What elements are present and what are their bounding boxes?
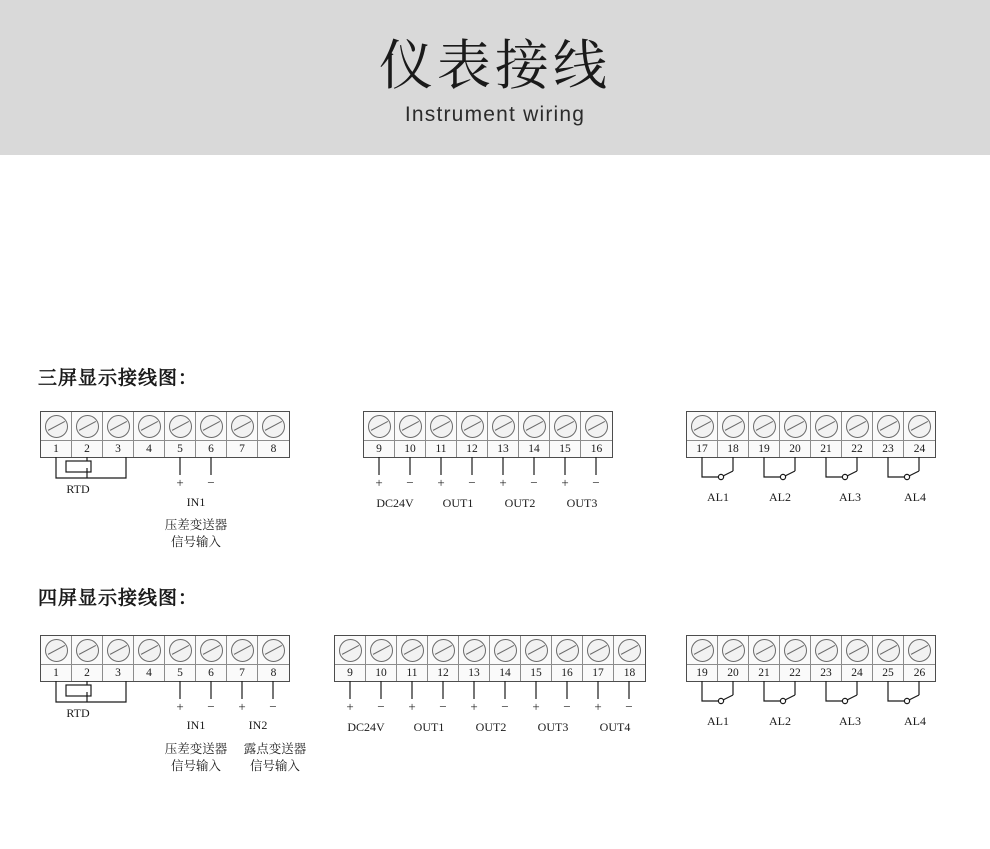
label-al2: AL2 [769, 490, 791, 504]
terminal[interactable] [134, 412, 165, 457]
terminal-number: 3 [115, 443, 121, 455]
terminal[interactable] [614, 636, 645, 681]
terminal-strip [686, 411, 936, 458]
terminal-number: 2 [84, 443, 90, 455]
label-in1-note-line1: 压差变送器 [164, 742, 228, 756]
terminal[interactable] [165, 636, 196, 681]
screw-icon[interactable] [165, 636, 195, 665]
screw-icon[interactable] [196, 412, 226, 441]
terminal-number: 19 [758, 443, 770, 455]
terminal[interactable] [457, 412, 488, 457]
screw-icon[interactable] [134, 412, 164, 441]
terminal-number: 17 [696, 443, 708, 455]
screw-icon[interactable] [72, 412, 102, 441]
terminal[interactable] [72, 412, 103, 457]
terminal[interactable] [335, 636, 366, 681]
in1-minus-sign: − [207, 475, 215, 490]
label-out2: OUT2 [475, 720, 507, 734]
screw-icon[interactable] [490, 636, 520, 665]
label-al3: AL3 [839, 714, 861, 728]
terminal-number: 9 [376, 443, 382, 455]
screw-icon[interactable] [258, 636, 289, 665]
screw-icon[interactable] [258, 412, 289, 441]
terminal-number: 2 [84, 667, 90, 679]
terminal[interactable] [780, 412, 811, 457]
terminal-number: 4 [146, 443, 152, 455]
terminal-number: 15 [559, 443, 571, 455]
screw-icon[interactable] [904, 412, 935, 441]
out4-plus-sign: + [594, 699, 602, 714]
out3-minus-sign: − [563, 699, 571, 714]
out2-plus-sign: + [470, 699, 478, 714]
terminal[interactable] [41, 412, 72, 457]
terminal[interactable] [196, 412, 227, 457]
terminal-number: 13 [497, 443, 509, 455]
screw-icon[interactable] [842, 636, 872, 665]
terminal-strip [363, 411, 613, 458]
out2-minus-sign: − [501, 699, 509, 714]
label-al3: AL3 [839, 490, 861, 504]
terminal[interactable] [366, 636, 397, 681]
terminal[interactable] [718, 636, 749, 681]
label-in2-note-line1: 露点变送器 [243, 742, 307, 756]
label-al4: AL4 [904, 714, 926, 728]
screw-icon[interactable] [749, 636, 779, 665]
label-al1: AL1 [707, 490, 729, 504]
screw-icon[interactable] [780, 636, 810, 665]
screw-icon[interactable] [457, 412, 487, 441]
screw-icon[interactable] [364, 412, 394, 441]
out3-minus-sign: − [592, 475, 600, 490]
terminal[interactable] [103, 636, 134, 681]
label-in1: IN1 [186, 718, 206, 732]
terminal[interactable] [749, 412, 780, 457]
terminal[interactable] [811, 636, 842, 681]
terminal-number: 3 [115, 667, 121, 679]
out1-minus-sign: − [439, 699, 447, 714]
label-out2: OUT2 [504, 496, 536, 510]
page-subtitle: Instrument wiring [404, 102, 586, 126]
screw-icon[interactable] [488, 412, 518, 441]
in2-plus-sign: + [238, 699, 246, 714]
label-in2-note-line2: 信号输入 [249, 759, 301, 773]
terminal-number: 20 [789, 443, 801, 455]
screw-icon[interactable] [459, 636, 489, 665]
terminal-number: 22 [789, 667, 801, 679]
screw-icon[interactable] [426, 412, 456, 441]
terminal[interactable] [488, 412, 519, 457]
terminal[interactable] [395, 412, 426, 457]
terminal[interactable] [583, 636, 614, 681]
label-out3: OUT3 [566, 496, 598, 510]
terminal[interactable] [459, 636, 490, 681]
terminal-number: 25 [882, 667, 894, 679]
screw-icon[interactable] [519, 412, 549, 441]
terminal-number: 24 [913, 443, 926, 455]
out3-plus-sign: + [561, 475, 569, 490]
terminal[interactable] [842, 412, 873, 457]
terminal-number: 14 [528, 443, 540, 455]
label-out3: OUT3 [537, 720, 569, 734]
page-title: 仪表接线 [379, 36, 611, 97]
four-screen-power-output-block [334, 635, 646, 682]
terminal[interactable] [490, 636, 521, 681]
terminal-number: 8 [270, 667, 277, 679]
screw-icon[interactable] [366, 636, 396, 665]
dc24v-minus-sign: − [406, 475, 414, 490]
screw-icon[interactable] [196, 636, 226, 665]
terminal[interactable] [364, 412, 395, 457]
screw-icon[interactable] [718, 636, 748, 665]
screw-icon[interactable] [718, 412, 748, 441]
terminal-number: 22 [851, 443, 863, 455]
terminal[interactable] [227, 636, 258, 681]
screw-icon[interactable] [103, 412, 133, 441]
terminal[interactable] [550, 412, 581, 457]
terminal-number: 14 [499, 667, 511, 679]
terminal[interactable] [41, 636, 72, 681]
terminal[interactable] [873, 636, 904, 681]
terminal[interactable] [718, 412, 749, 457]
out3-plus-sign: + [532, 699, 540, 714]
terminal[interactable] [227, 412, 258, 457]
terminal-number: 11 [406, 667, 418, 679]
screw-icon[interactable] [103, 636, 133, 665]
terminal-strip [686, 635, 936, 682]
in2-minus-sign: − [269, 699, 277, 714]
label-dc24v: DC24V [376, 496, 414, 510]
terminal-number: 1 [53, 667, 59, 679]
screw-icon[interactable] [811, 412, 841, 441]
screw-icon[interactable] [550, 412, 580, 441]
terminal-number: 4 [146, 667, 152, 679]
out2-minus-sign: − [530, 475, 538, 490]
label-out4: OUT4 [599, 720, 631, 734]
terminal[interactable] [749, 636, 780, 681]
label-out1: OUT1 [442, 496, 474, 510]
screw-icon[interactable] [428, 636, 458, 665]
terminal-number: 17 [592, 667, 604, 679]
screw-icon[interactable] [873, 412, 903, 441]
terminal-number: 19 [696, 667, 708, 679]
screw-icon[interactable] [41, 412, 71, 441]
terminal-number: 12 [437, 667, 449, 679]
terminal-number: 16 [590, 443, 603, 455]
terminal[interactable] [687, 412, 718, 457]
terminal-number: 21 [758, 667, 770, 679]
three-screen-input-block [40, 411, 290, 458]
terminal[interactable] [904, 412, 935, 457]
label-rtd: RTD [66, 706, 90, 720]
screw-icon[interactable] [687, 636, 717, 665]
terminal-number: 6 [208, 443, 214, 455]
terminal-number: 9 [347, 667, 353, 679]
section-title-four-screen: 四屏显示接线图： [38, 588, 199, 609]
terminal-number: 7 [239, 443, 245, 455]
label-al4: AL4 [904, 490, 926, 504]
out1-minus-sign: − [468, 475, 476, 490]
terminal-strip [40, 635, 290, 682]
terminal-number: 23 [820, 667, 832, 679]
terminal-number: 23 [882, 443, 894, 455]
screw-icon[interactable] [395, 412, 425, 441]
terminal[interactable] [519, 412, 550, 457]
terminal-number: 15 [530, 667, 542, 679]
screw-icon[interactable] [687, 412, 717, 441]
terminal[interactable] [103, 412, 134, 457]
out4-minus-sign: − [625, 699, 633, 714]
terminal[interactable] [258, 636, 289, 681]
screw-icon[interactable] [811, 636, 841, 665]
section-title-three-screen: 三屏显示接线图： [38, 368, 199, 389]
label-dc24v: DC24V [347, 720, 385, 734]
label-al2: AL2 [769, 714, 791, 728]
screw-icon[interactable] [780, 412, 810, 441]
in1-plus-sign: + [176, 475, 184, 490]
out2-plus-sign: + [499, 475, 507, 490]
terminal[interactable] [581, 412, 612, 457]
terminal-number: 11 [435, 443, 447, 455]
terminal-number: 7 [239, 667, 245, 679]
screw-icon[interactable] [581, 412, 612, 441]
screw-icon[interactable] [134, 636, 164, 665]
terminal-number: 21 [820, 443, 832, 455]
terminal-number: 1 [53, 443, 59, 455]
terminal-number: 20 [727, 667, 739, 679]
screw-icon[interactable] [749, 412, 779, 441]
label-in1: IN1 [186, 495, 206, 509]
label-rtd: RTD [66, 482, 90, 496]
label-out1: OUT1 [413, 720, 445, 734]
terminal[interactable] [72, 636, 103, 681]
screw-icon[interactable] [397, 636, 427, 665]
terminal-number: 5 [177, 443, 183, 455]
terminal-number: 5 [177, 667, 183, 679]
terminal[interactable] [687, 636, 718, 681]
terminal[interactable] [811, 412, 842, 457]
terminal-number: 12 [466, 443, 478, 455]
in1-plus-sign: + [176, 699, 184, 714]
terminal[interactable] [873, 412, 904, 457]
screw-icon[interactable] [904, 636, 935, 665]
screw-icon[interactable] [41, 636, 71, 665]
terminal[interactable] [196, 636, 227, 681]
dc24v-plus-sign: + [346, 699, 354, 714]
terminal[interactable] [521, 636, 552, 681]
terminal-number: 6 [208, 667, 214, 679]
terminal[interactable] [397, 636, 428, 681]
terminal[interactable] [904, 636, 935, 681]
three-screen-alarm-block [686, 411, 936, 458]
terminal-number: 18 [623, 667, 636, 679]
label-in1-note-line1: 压差变送器 [164, 518, 228, 532]
terminal-number: 26 [913, 667, 926, 679]
four-screen-input-block [40, 635, 290, 682]
screw-icon[interactable] [335, 636, 365, 665]
label-in2: IN2 [248, 718, 268, 732]
three-screen-power-output-block [363, 411, 613, 458]
terminal-number: 8 [270, 443, 277, 455]
terminal-number: 18 [727, 443, 739, 455]
terminal[interactable] [552, 636, 583, 681]
terminal-number: 10 [404, 443, 416, 455]
screw-icon[interactable] [165, 412, 195, 441]
screw-icon[interactable] [583, 636, 613, 665]
terminal-strip [40, 411, 290, 458]
out1-plus-sign: + [437, 475, 445, 490]
screw-icon[interactable] [614, 636, 645, 665]
page-header [0, 0, 990, 155]
screw-icon[interactable] [552, 636, 582, 665]
screw-icon[interactable] [873, 636, 903, 665]
screw-icon[interactable] [227, 412, 257, 441]
label-in1-note-line2: 信号输入 [170, 535, 222, 549]
in1-minus-sign: − [207, 699, 215, 714]
terminal[interactable] [428, 636, 459, 681]
terminal-number: 13 [468, 667, 480, 679]
screw-icon[interactable] [227, 636, 257, 665]
terminal[interactable] [258, 412, 289, 457]
out1-plus-sign: + [408, 699, 416, 714]
terminal-number: 24 [851, 667, 863, 679]
terminal-number: 16 [561, 667, 573, 679]
screw-icon[interactable] [521, 636, 551, 665]
terminal[interactable] [165, 412, 196, 457]
screw-icon[interactable] [72, 636, 102, 665]
dc24v-minus-sign: − [377, 699, 385, 714]
terminal[interactable] [842, 636, 873, 681]
label-al1: AL1 [707, 714, 729, 728]
terminal[interactable] [134, 636, 165, 681]
terminal-strip [334, 635, 646, 682]
terminal[interactable] [426, 412, 457, 457]
terminal-number: 10 [375, 667, 387, 679]
label-in1-note-line2: 信号输入 [170, 759, 222, 773]
terminal[interactable] [780, 636, 811, 681]
screw-icon[interactable] [842, 412, 872, 441]
four-screen-alarm-block [686, 635, 936, 682]
dc24v-plus-sign: + [375, 475, 383, 490]
